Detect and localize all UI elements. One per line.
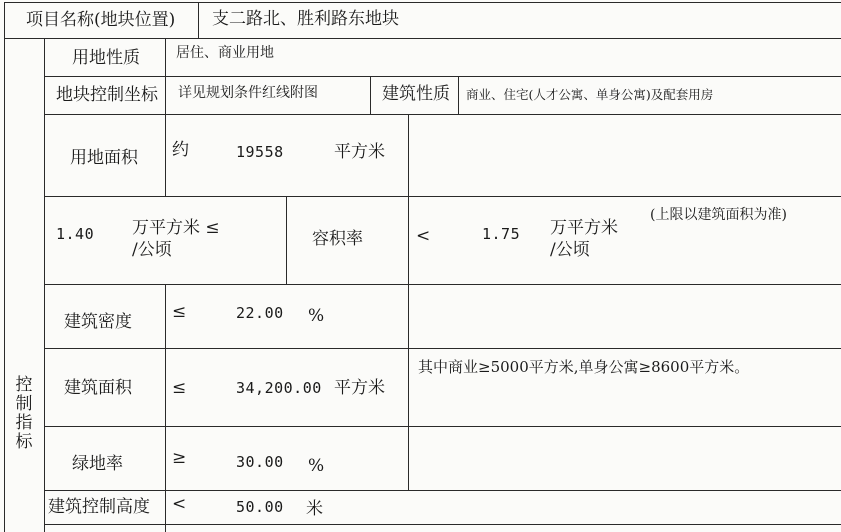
rule — [286, 196, 287, 284]
building-nature-label: 建筑性质 — [382, 84, 450, 104]
rule — [44, 490, 841, 491]
floor-area-value: 34,200.00 — [236, 379, 322, 397]
floor-area-op: ≤ — [172, 378, 187, 398]
density-unit: % — [308, 306, 325, 326]
rule — [44, 426, 841, 427]
density-label: 建筑密度 — [64, 312, 132, 332]
project-name-label: 项目名称(地块位置) — [26, 10, 176, 30]
far-lower-unit-2: /公顷 — [132, 240, 172, 260]
rule — [44, 114, 841, 115]
rule — [44, 524, 841, 525]
land-area-label: 用地面积 — [70, 148, 138, 168]
rule — [370, 76, 371, 114]
height-value: 50.00 — [236, 498, 284, 516]
land-area-value: 19558 — [236, 143, 284, 161]
far-upper-unit-2: /公顷 — [550, 240, 590, 260]
height-op: < — [172, 494, 187, 514]
far-lower-unit: 万平方米 ≤ — [132, 218, 220, 238]
far-upper-op: < — [416, 226, 431, 246]
far-lower-value: 1.40 — [56, 225, 95, 243]
height-label: 建筑控制高度 — [48, 497, 150, 517]
land-area-unit: 平方米 — [334, 142, 385, 162]
rule — [44, 76, 841, 77]
floor-area-label: 建筑面积 — [64, 378, 132, 398]
rule — [458, 76, 459, 114]
height-unit: 米 — [306, 499, 323, 519]
far-label: 容积率 — [312, 229, 363, 249]
land-use-label: 用地性质 — [72, 48, 140, 68]
green-ratio-op: ≥ — [172, 448, 187, 468]
land-use-value: 居住、商业用地 — [176, 45, 274, 61]
floor-area-unit: 平方米 — [334, 378, 385, 398]
green-ratio-unit: % — [308, 456, 325, 476]
control-indicators-label: 控 制 指 标 — [15, 375, 33, 452]
land-area-prefix: 约 — [172, 140, 189, 160]
project-name-value: 支二路北、胜利路东地块 — [212, 9, 399, 29]
far-upper-value: 1.75 — [482, 225, 521, 243]
rule — [165, 38, 166, 196]
rule — [44, 348, 841, 349]
rule — [408, 114, 409, 490]
coordinates-value: 详见规划条件红线附图 — [178, 85, 318, 101]
rule — [44, 38, 45, 532]
building-nature-value: 商业、住宅(人才公寓、单身公寓)及配套用房 — [466, 87, 714, 102]
rule — [4, 38, 841, 39]
green-ratio-value: 30.00 — [236, 453, 284, 471]
coordinates-label: 地块控制坐标 — [56, 85, 158, 105]
rule — [4, 2, 5, 532]
density-op: ≤ — [172, 302, 187, 322]
floor-area-note: 其中商业≥5000平方米,单身公寓≥8600平方米。 — [418, 358, 750, 376]
rule — [44, 196, 841, 197]
green-ratio-label: 绿地率 — [72, 454, 123, 474]
far-note: (上限以建筑面积为准) — [650, 207, 787, 223]
density-value: 22.00 — [236, 304, 284, 322]
rule — [165, 284, 166, 532]
rule — [198, 2, 199, 38]
rule — [4, 2, 841, 3]
far-upper-unit: 万平方米 — [550, 218, 618, 238]
rule — [44, 284, 841, 285]
